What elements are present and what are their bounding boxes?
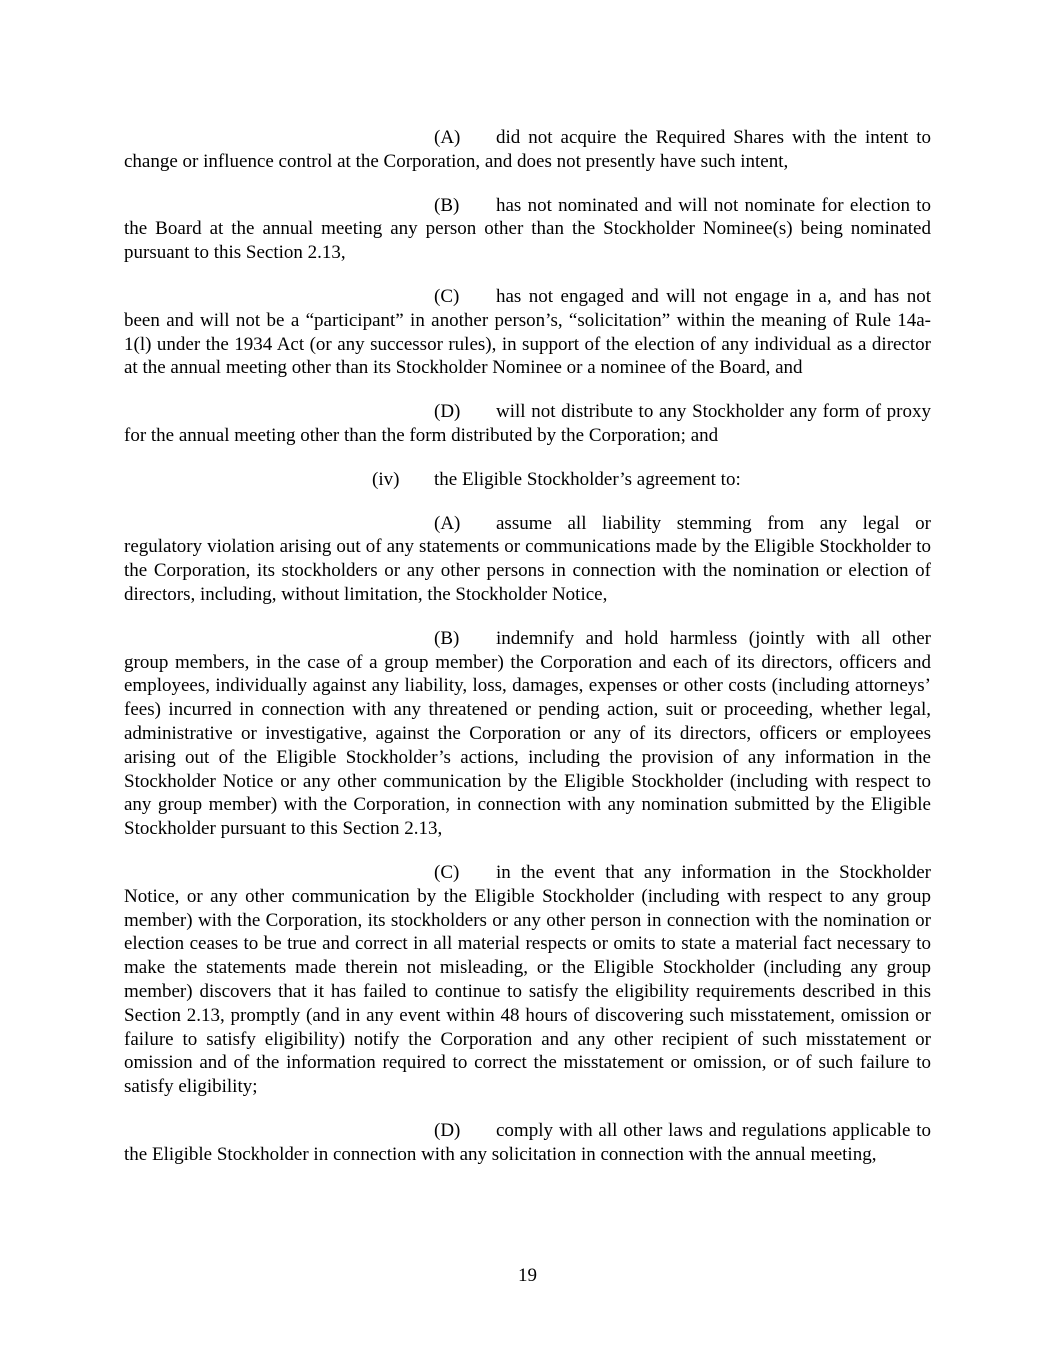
clause-label: (C) xyxy=(434,285,460,307)
clause-text: assume all liability stemming from any legal or regulatory violation arising out of any statements or communications made by the Eligible Stockholder to the Corporation, its stockholders or any other persons in connection with the nomination or election of directors, including, without limitation, the Stockholder Notice, xyxy=(124,512,931,605)
clause-2b xyxy=(124,627,931,841)
clause-label: (D) xyxy=(434,401,461,423)
clause-label: (C) xyxy=(434,861,460,883)
clause-text: has not engaged and will not engage in a, and has not been and will not be a “participant” in another person’s, “solicitation” within the meaning of Rule 14a-1(l) under the 1934 Act (or any successor rules), in support of the election of any individual as a director at the annual meeting other than its Stockholder Nominee or a nominee of the Board, and xyxy=(124,285,931,379)
page-number: 19 xyxy=(518,1265,537,1286)
subsection-text: the Eligible Stockholder’s agreement to: xyxy=(434,468,741,490)
clause-1a xyxy=(124,126,931,174)
document-page xyxy=(124,126,931,1186)
subsection-label: (iv) xyxy=(372,468,400,490)
clause-1d xyxy=(124,400,931,448)
clause-2a xyxy=(124,512,931,607)
clause-text: indemnify and hold harmless (jointly with all other group members, in the case of a group member) the Corporation and each of its directors, officers and employees, individually against any liability, loss, damages, expenses or other costs (including attorneys’ fees) incurred in connection with any threatened or pending action, suit or proceeding, whether legal, administrative or investigative, against the Corporation or any of its directors, officers or employees arising out of the Eligible Stockholder’s actions, including the provision of any information in the Stockholder Notice or any other communication by the Eligible Stockholder (including with respect to any group member) with the Corporation, in connection with any nomination submitted by the Eligible Stockholder pursuant to this Section 2.13, xyxy=(124,627,931,840)
clause-1b xyxy=(124,194,931,265)
clause-label: (A) xyxy=(434,127,461,148)
subsection-iv xyxy=(124,468,931,492)
clause-2d xyxy=(124,1119,931,1167)
clause-text: will not distribute to any Stockholder any form of proxy for the annual meeting other than the form distributed by the Corporation; and xyxy=(124,401,931,446)
clause-2c xyxy=(124,861,931,1099)
clause-text: has not nominated and will not nominate for election to the Board at the annual meeting any person other than the Stockholder Nominee(s) being nominated pursuant to this Section 2.13, xyxy=(124,194,931,264)
clause-label: (A) xyxy=(434,512,461,534)
clause-label: (B) xyxy=(434,627,460,649)
clause-text: did not acquire the Required Shares with the intent to change or influence control at the Corporation, and does not presently have such intent, xyxy=(124,127,931,172)
clause-1c xyxy=(124,285,931,380)
clause-label: (D) xyxy=(434,1119,461,1141)
clause-label: (B) xyxy=(434,194,460,216)
clause-text: comply with all other laws and regulations applicable to the Eligible Stockholder in connection with any solicitation in connection with the annual meeting, xyxy=(124,1119,931,1165)
clause-text: in the event that any information in the Stockholder Notice, or any other communication by the Eligible Stockholder (including with respect to any group member) with the Corporation, its stockholders or any other person in connection with the nomination or election ceases to be true and correct in all material respects or omits to state a material fact necessary to make the statements made therein not misleading, or the Eligible Stockholder (including any group member) discovers that it has failed to continue to satisfy the eligibility requirements described in this Section 2.13, promptly (and in any event within 48 hours of discovering such misstatement, omission or failure to satisfy eligibility) notify the Corporation and any other recipient of such misstatement or omission and of the information required to correct the misstatement or omission, or of such failure to satisfy eligibility; xyxy=(124,861,931,1098)
